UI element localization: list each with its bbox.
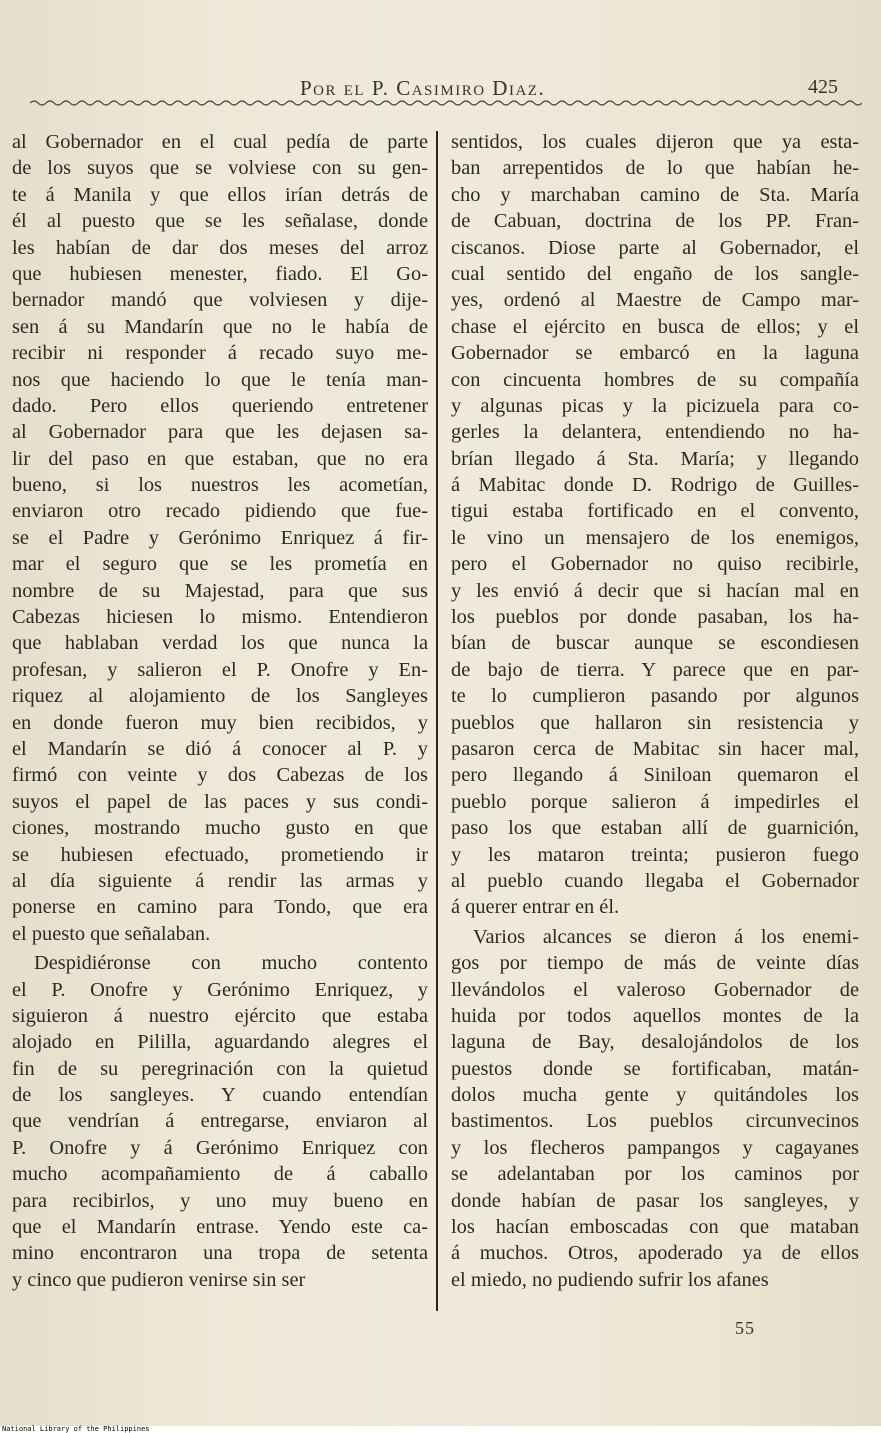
text-line: fin de su peregrinación con la quietud [12,1057,428,1080]
text-line: huida por todos aquellos montes de la [451,1004,859,1027]
text-line: llevándolos el valeroso Gobernador de [451,978,859,1001]
text-line: con cincuenta hombres de su compañía [451,368,859,391]
column-divider [436,131,438,1311]
text-line: para recibirlos, y uno muy bueno en [12,1189,428,1212]
text-line: ponerse en camino para Tondo, que era [12,896,428,919]
text-line: donde habían de pasar los sangleyes, y [451,1189,859,1212]
text-line: de los suyos que se volviese con su gen- [12,157,428,180]
page-number: 425 [808,76,838,98]
text-line: nos que haciendo lo que le tenía man- [12,368,428,391]
running-title: Por el P. Casimiro Diaz. [300,76,546,100]
text-line: en donde fueron muy bien recibidos, y [12,711,428,734]
text-line: ciones, mostrando mucho gusto en que [12,817,428,840]
text-line: nombre de su Majestad, para que sus [12,579,428,602]
text-line: mar el seguro que se les prometía en [12,553,428,576]
text-line: pero llegando á Siniloan quemaron el [451,764,859,787]
text-line: de los sangleyes. Y cuando entendían [12,1084,428,1107]
text-line: al día siguiente á rendir las armas y [12,869,428,892]
text-line: se el Padre y Gerónimo Enriquez á fir- [12,526,428,549]
text-line: alojado en Pililla, aguardando alegres el [12,1031,428,1054]
text-line: P. Onofre y á Gerónimo Enriquez con [12,1136,428,1159]
text-line: Varios alcances se dieron á los enemi- [473,925,859,948]
text-line: á muchos. Otros, apoderado ya de ellos [451,1242,859,1265]
text-line: que el Mandarín entrase. Yendo este ca- [12,1216,428,1239]
text-line: de bajo de tierra. Y parece que en par- [451,658,859,681]
text-line: él al puesto que se les señalase, donde [12,210,428,233]
text-line: Despidiéronse con mucho contento [34,952,428,975]
library-credit: National Library of the Philippines [2,1425,150,1433]
text-line: los hacían emboscadas con que mataban [451,1216,859,1239]
text-line: laguna de Bay, desalojándolos de los [451,1031,859,1054]
text-line: el puesto que señalaban. [12,922,211,945]
text-line: y cinco que pudieron venirse sin ser [12,1268,306,1291]
text-line: dolos mucha gente y quitándoles los [451,1084,859,1107]
text-line: tigui estaba fortificado en el convento, [451,500,859,523]
text-line: profesan, y salieron el P. Onofre y En- [12,658,428,681]
text-line: cho y marchaban camino de Sta. María [451,183,859,206]
text-line: recibir ni responder á recado suyo me- [12,342,428,365]
text-line: el P. Onofre y Gerónimo Enriquez, y [12,978,428,1001]
text-line: puestos donde se fortificaban, matán- [451,1057,859,1080]
text-line: al Gobernador en el cual pedía de parte [12,131,428,153]
text-line: á querer entrar en él. [451,896,620,919]
text-line: se hubiesen efectuado, prometiendo ir [12,843,428,866]
text-line: el miedo, no pudiendo sufrir los afanes [451,1268,769,1291]
text-line: sentidos, los cuales dijeron que ya esta- [451,131,859,153]
text-line: cual sentido del engaño de los sangle- [451,262,859,285]
text-line: te á Manila y que ellos irían detrás de [12,183,428,206]
text-line: les habían de dar dos meses del arroz [12,236,428,259]
text-line: pero el Gobernador no quiso recibirle, [451,553,859,576]
text-line: al Gobernador para que les dejasen sa- [12,421,428,444]
text-line: bernador mandó que volviesen y dije- [12,289,428,312]
wavy-rule-ornament [30,98,862,108]
text-line: Gobernador se embarcó en la laguna [451,342,859,365]
text-line: que vendrían á entregarse, enviaron al [12,1110,428,1133]
text-line: mucho acompañamiento de á caballo [12,1163,428,1186]
text-line: y les envió á decir que si hacían mal en [451,579,859,602]
text-line: bían de buscar aunque se escondiesen [451,632,859,655]
text-line: siguieron á nuestro ejército que estaba [12,1004,428,1027]
text-line: pueblos que hallaron sin resistencia y [451,711,859,734]
text-line: firmó con veinte y dos Cabezas de los [12,764,428,787]
text-line: paso los que estaban allí de guarnición, [451,817,859,840]
text-line: al pueblo cuando llegaba el Gobernador [451,869,859,892]
text-line: dado. Pero ellos queriendo entretener [12,394,428,417]
text-line: enviaron otro recado pidiendo que fue- [12,500,428,523]
text-line: que hubiesen menester, fiado. El Go- [12,262,428,285]
text-line: de Cabuan, doctrina de los PP. Fran- [451,210,859,233]
text-line: brían llegado á Sta. María; y llegando [451,447,859,470]
text-line: se adelantaban por los caminos por [451,1163,859,1186]
text-line: ciscanos. Diose parte al Gobernador, el [451,236,859,259]
text-line: los pueblos por donde pasaban, los ha- [451,606,859,629]
text-line: gerles la delantera, entendiendo no ha- [451,421,859,444]
signature-mark: 55 [735,1318,755,1338]
text-line: el Mandarín se dió á conocer al P. y [12,737,428,760]
text-line: yes, ordenó al Maestre de Campo mar- [451,289,859,312]
text-line: y algunas picas y la picizuela para co- [451,394,859,417]
text-line: y los flecheros pampangos y cagayanes [451,1136,859,1159]
text-line: chase el ejército en busca de ellos; y el [451,315,859,338]
text-line: lir del paso en que estaban, que no era [12,447,428,470]
text-line: suyos el papel de las paces y sus condi- [12,790,428,813]
text-line: pasaron cerca de Mabitac sin hacer mal, [451,737,859,760]
text-line: mino encontraron una tropa de setenta [12,1242,428,1265]
text-line: riquez al alojamiento de los Sangleyes [12,685,428,708]
text-line: ban arrepentidos de lo que habían he- [451,157,859,180]
text-line: gos por tiempo de más de veinte días [451,952,859,975]
right-text-column [451,129,859,1293]
left-text-column [12,129,428,1293]
text-line: bueno, si los nuestros les acometían, [12,474,428,497]
text-line: le vino un mensajero de los enemigos, [451,526,859,549]
text-line: y les mataron treinta; pusieron fuego [451,843,859,866]
text-line: Cabezas hiciesen lo mismo. Entendieron [12,606,428,629]
text-line: bastimentos. Los pueblos circunvecinos [451,1110,859,1133]
text-line: pueblo porque salieron á impedirles el [451,790,859,813]
text-line: á Mabitac donde D. Rodrigo de Guilles- [451,474,859,497]
text-line: sen á su Mandarín que no le había de [12,315,428,338]
text-line: te lo cumplieron pasando por algunos [451,685,859,708]
text-line: que hablaban verdad los que nunca la [12,632,428,655]
